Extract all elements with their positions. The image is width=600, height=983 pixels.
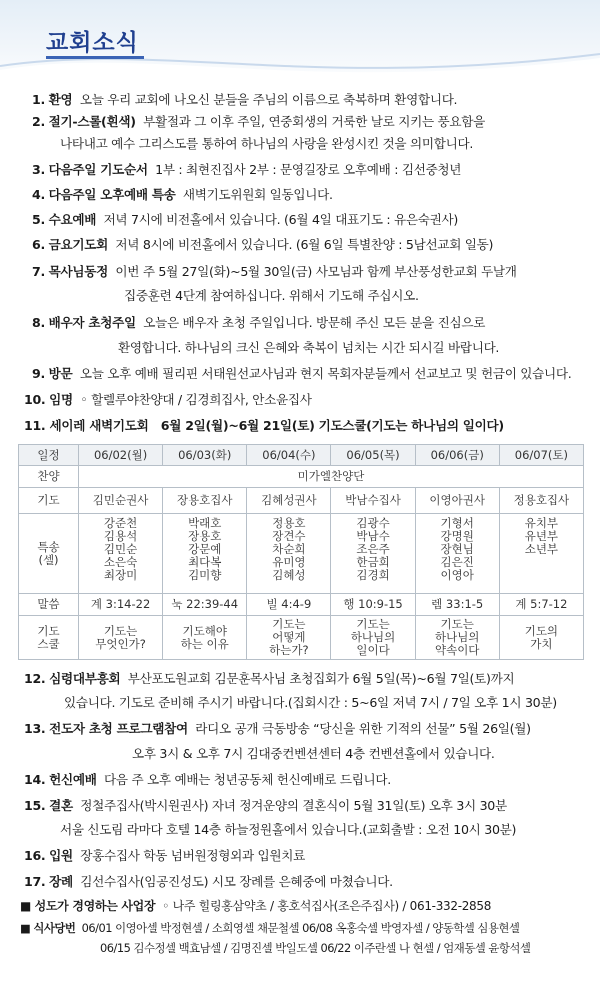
news-item-6: 6. 금요기도회 저녁 8시에 비전홀에서 있습니다. (6월 6일 특별찬양 : 5남선교회 일동): [32, 237, 494, 252]
school-cell: 기도해야 하는 이유: [163, 616, 247, 660]
meal-line-2: 06/15 김수정셀 백효남셀 / 김명진셀 박일도셀 06/22 이주란셀 나 현셀 / 엄재동셀 윤항석셀: [100, 941, 531, 955]
item-text: 부활절과 그 이후 주일, 연중회생의 거룩한 날로 지키는 풍요함을: [143, 114, 485, 129]
prayer-cell: 김민순권사: [79, 488, 163, 514]
special-cell: 기형서 강명원 장현님 김은진 이영아: [415, 514, 499, 594]
row-label: 찬양: [19, 466, 79, 488]
row-label: 기도 스쿨: [19, 616, 79, 660]
row-label: 말씀: [19, 594, 79, 616]
bullet-icon: ■: [20, 921, 31, 935]
item-text: 6월 2일(월)~6월 21일(토) 기도스쿨(기도는 하나님의 일이다): [160, 418, 504, 433]
business-label: 성도가 경영하는 사업장: [34, 899, 156, 913]
row-label: 일정: [19, 445, 79, 466]
item-label: 임명: [49, 392, 73, 407]
special-cell: 정용호 장견수 차순희 유미영 김혜성: [247, 514, 331, 594]
prayer-cell: 정용호집사: [499, 488, 583, 514]
date-cell: 06/07(토): [499, 445, 583, 466]
table-row-prayer: [19, 488, 584, 514]
item-label: 헌신예배: [49, 772, 97, 787]
news-item-15-cont: 서울 신도림 라마다 호텔 14층 하늘정원홀에서 있습니다.(교회출발 : 오전 10시 30분): [60, 822, 517, 837]
item-text: 장홍수집사 학동 넘버원정형외과 입원치료: [80, 848, 305, 863]
date-cell: 06/05(목): [331, 445, 415, 466]
school-cell: 기도는 무엇인가?: [79, 616, 163, 660]
table-row-school: [19, 616, 584, 660]
meal-line-1: [20, 918, 519, 938]
item-label: 전도자 초청 프로그램참여: [49, 721, 188, 736]
item-text: 이번 주 5월 27일(화)~5월 30일(금) 사모님과 함께 부산풍성한교회 두날개: [115, 264, 517, 279]
item-text: 오늘 오후 예배 필리핀 서태원선교사님과 현지 목회자분들께서 선교보고 및 헌금이 있습니다.: [79, 366, 572, 381]
item-label: 환영: [48, 92, 73, 107]
school-cell: 기도의 가치: [499, 616, 583, 660]
date-cell: 06/06(금): [415, 445, 499, 466]
item-text: 새벽기도위원회 일동입니다.: [182, 187, 333, 202]
business-text: ◦ 나주 힐링홍삼약초 / 홍호석집사(조은주집사) / 061-332-2858: [162, 899, 492, 913]
news-item-12: 12. 심령대부흥회 부산포도원교회 김문훈목사님 초청집회가 6월 5일(목)~6월 7일(토)까지: [24, 671, 515, 686]
item-text: 오늘은 배우자 초청 주일입니다. 방문해 주신 모든 분을 진심으로: [143, 315, 486, 330]
table-row-praise: [19, 466, 584, 488]
item-label: 금요기도회: [48, 237, 108, 252]
school-cell: 기도는 어떻게 하는가?: [247, 616, 331, 660]
item-text: 부산포도원교회 김문훈목사님 초청집회가 6월 5일(목)~6월 7일(토)까지: [127, 671, 515, 686]
item-label: 심령대부흥회: [49, 671, 121, 686]
business-line: [20, 896, 491, 916]
item-label: 절기-스롤(흰색): [48, 114, 136, 129]
word-cell: 계 5:7-12: [499, 594, 583, 616]
item-label: 다음주일 오후예배 특송: [48, 187, 176, 202]
special-cell: 박래호 장용호 강문예 최다복 김미향: [163, 514, 247, 594]
news-item-2-cont: 나타내고 예수 그리스도를 통하여 하나님의 사랑을 완성시킨 것을 의미합니다.: [60, 136, 474, 151]
news-item-5: 5. 수요예배 저녁 7시에 비전홀에서 있습니다. (6월 4일 대표기도 : 유은숙권사): [32, 212, 458, 227]
item-text: 김선수집사(임공진성도) 시모 장례를 은혜중에 마쳤습니다.: [80, 874, 393, 889]
word-cell: 빌 4:4-9: [247, 594, 331, 616]
item-text: ◦ 할렐루야찬양대 / 김경희집사, 안소윤집사: [80, 392, 312, 407]
news-item-13: 13. 전도자 초청 프로그램참여 라디오 공개 극동방송 “당신을 위한 기적의 선물” 5월 26일(월): [24, 721, 531, 736]
item-text: 1부 : 최현진집사 2부 : 문영길장로 오후예배 : 김선중청년: [155, 162, 462, 177]
meal-label: 식사당번: [33, 921, 76, 935]
date-cell: 06/04(수): [247, 445, 331, 466]
news-item-13-cont: 오후 3시 & 오후 7시 김대중컨벤션센터 4층 컨벤션홀에서 있습니다.: [132, 746, 495, 761]
item-text: 다음 주 오후 예배는 청년공동체 헌신예배로 드립니다.: [104, 772, 391, 787]
page-title: 교회소식: [46, 30, 139, 56]
prayer-cell: 장용호집사: [163, 488, 247, 514]
prayer-cell: 김혜성권사: [247, 488, 331, 514]
news-item-8: 8. 배우자 초청주일 오늘은 배우자 초청 주일입니다. 방문해 주신 모든 분을 진심으로: [32, 315, 486, 330]
news-item-12-cont: 있습니다. 기도로 준비해 주시기 바랍니다.(집회시간 : 5~6일 저녁 7시 / 7일 오후 1시 30분): [64, 695, 557, 710]
news-item-4: 4. 다음주일 오후예배 특송 새벽기도위원회 일동입니다.: [32, 187, 333, 202]
special-cell: 김광수 박남수 조은주 한금희 김경희: [331, 514, 415, 594]
date-cell: 06/03(화): [163, 445, 247, 466]
praise-cell: 미가엘찬양단: [79, 466, 584, 488]
item-text: 오늘 우리 교회에 나오신 분들을 주님의 이름으로 축복하며 환영합니다.: [79, 92, 458, 107]
news-item-7-cont: 집중훈련 4단계 참여하십니다. 위해서 기도해 주십시오.: [124, 288, 419, 303]
news-item-17: 17. 장례 김선수집사(임공진성도) 시모 장례를 은혜중에 마쳤습니다.: [24, 874, 393, 889]
bullet-icon: ■: [20, 899, 32, 913]
item-label: 장례: [49, 874, 73, 889]
row-label: 기도: [19, 488, 79, 514]
word-cell: 렘 33:1-5: [415, 594, 499, 616]
special-cell: 강준천 김용석 김민순 소은숙 최장미: [79, 514, 163, 594]
news-item-15: 15. 결혼 정철주집사(박시원권사) 자녀 정겨운양의 결혼식이 5월 31일(토) 오후 3시 30분: [24, 798, 507, 813]
table-row-word: [19, 594, 584, 616]
item-label: 수요예배: [48, 212, 97, 227]
word-cell: 계 3:14-22: [79, 594, 163, 616]
school-cell: 기도는 하나님의 일이다: [331, 616, 415, 660]
news-item-3: 3. 다음주일 기도순서 1부 : 최현진집사 2부 : 문영길장로 오후예배 : 김선중청년: [32, 162, 462, 177]
news-item-14: 14. 헌신예배 다음 주 오후 예배는 청년공동체 헌신예배로 드립니다.: [24, 772, 391, 787]
news-item-8-cont: 환영합니다. 하나님의 크신 은혜와 축복이 넘치는 시간 되시길 바랍니다.: [118, 340, 500, 355]
item-label: 방문: [48, 366, 73, 381]
news-item-1: 1. 환영 오늘 우리 교회에 나오신 분들을 주님의 이름으로 축복하며 환영합니다.: [32, 92, 458, 107]
title-underline: [46, 56, 144, 59]
special-cell: 유치부 유년부 소년부: [499, 514, 583, 594]
item-label: 목사님동정: [48, 264, 108, 279]
table-row-special: [19, 514, 584, 594]
news-item-2: 2. 절기-스롤(흰색) 부활절과 그 이후 주일, 연중회생의 거룩한 날로 지키는 풍요함을: [32, 114, 485, 129]
item-text: 정철주집사(박시원권사) 자녀 정겨운양의 결혼식이 5월 31일(토) 오후 3시 30분: [80, 798, 507, 813]
prayer-schedule-table: [18, 444, 584, 660]
item-label: 결혼: [49, 798, 73, 813]
news-item-10: 10. 임명 ◦ 할렐루야찬양대 / 김경희집사, 안소윤집사: [24, 392, 312, 407]
date-cell: 06/02(월): [79, 445, 163, 466]
item-label: 입원: [49, 848, 73, 863]
word-cell: 행 10:9-15: [331, 594, 415, 616]
item-text: 저녁 7시에 비전홀에서 있습니다. (6월 4일 대표기도 : 유은숙권사): [103, 212, 458, 227]
news-item-16: 16. 입원 장홍수집사 학동 넘버원정형외과 입원치료: [24, 848, 305, 863]
school-cell: 기도는 하나님의 약속이다: [415, 616, 499, 660]
item-label: 다음주일 기도순서: [48, 162, 148, 177]
news-item-11: 11. 세이레 새벽기도회 6월 2일(월)~6월 21일(토) 기도스쿨(기도는 하나님의 일이다): [24, 418, 504, 433]
word-cell: 눅 22:39-44: [163, 594, 247, 616]
item-text: 저녁 8시에 비전홀에서 있습니다. (6월 6일 특별찬양 : 5남선교회 일동): [115, 237, 494, 252]
table-row-dates: [19, 445, 584, 466]
prayer-cell: 이영아권사: [415, 488, 499, 514]
prayer-cell: 박남수집사: [331, 488, 415, 514]
item-label: 세이레 새벽기도회: [49, 418, 149, 433]
meal-text: 06/01 이영아셀 박정현셀 / 소희영셀 채문철셀 06/08 옥홍숙셀 박영자셀 / 양동학셀 심용현셀: [81, 921, 520, 935]
news-item-9: 9. 방문 오늘 오후 예배 필리핀 서태원선교사님과 현지 목회자분들께서 선교보고 및 헌금이 있습니다.: [32, 366, 572, 381]
news-item-7: 7. 목사님동정 이번 주 5월 27일(화)~5월 30일(금) 사모님과 함께 부산풍성한교회 두날개: [32, 264, 517, 279]
item-text: 라디오 공개 극동방송 “당신을 위한 기적의 선물” 5월 26일(월): [195, 721, 531, 736]
row-label: 특송 (셀): [19, 514, 79, 594]
item-label: 배우자 초청주일: [48, 315, 136, 330]
